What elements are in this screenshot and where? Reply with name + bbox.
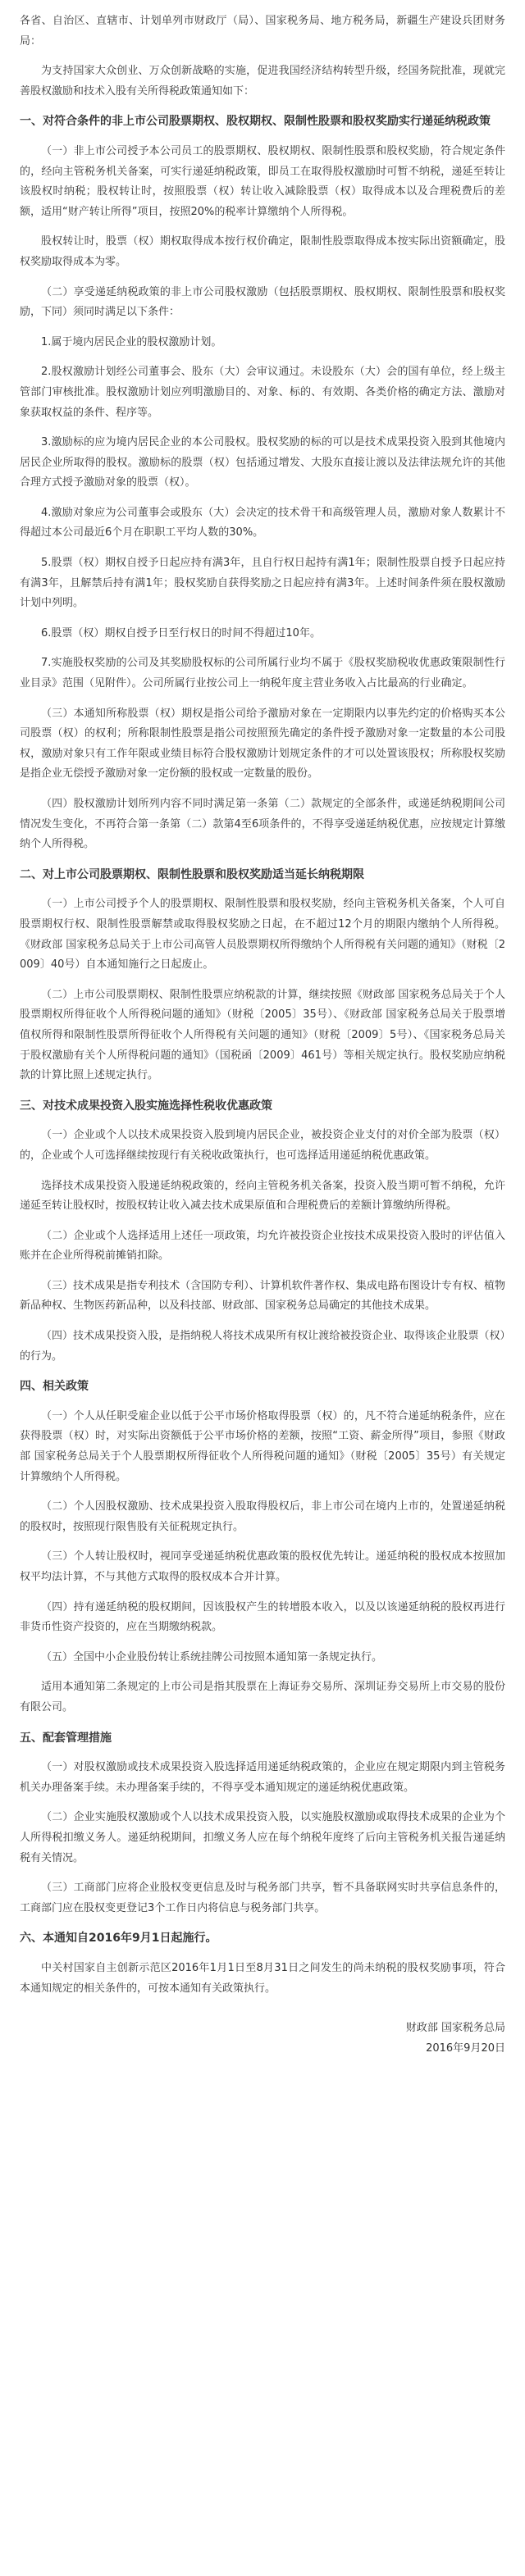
section-1-paragraph: （一）非上市公司授予本公司员工的股票期权、股权期权、限制性股票和股权奖励，符合规定条件的，经向主管税务机关备案，可实行递延纳税政策，即员工在取得股权激励时可暂不纳税，递延至转让该股权时纳税；股权转让时，按照股票（权）转让收入减除股票（权）取得成本以及合理税费后的差额，适用“财产转让所得”项目，按照20%的税率计算缴纳个人所得税。 (20, 144, 505, 218)
signature-organization: 财政部 国家税务总局 (405, 2022, 505, 2035)
section-1-paragraph: 股权转让时，股票（权）期权取得成本按行权价确定，限制性股票取得成本按实际出资额确定，股权奖励取得成本为零。 (20, 235, 505, 268)
section-2-paragraph: （二）上市公司股票期权、限制性股票应纳税款的计算，继续按照《财政部 国家税务总局关于个人股票期权所得征收个人所得税问题的通知》（财税〔2005〕35号）、《财政部 国家税务总局关于股票增值权所得和限制性股票所得征收个人所得税有关问题的通知》（财税〔2009〕5号）、《国家税务总局关于股权激励有关个人所得税问题的通知》（国税函〔2009〕461号）等相关规定执行。股权奖励应纳税款的计算比照上述规定执行。 (20, 988, 505, 1082)
condition-item: 1.属于境内居民企业的股权激励计划。 (41, 335, 222, 348)
section-4-heading: 四、相关政策 (20, 1380, 89, 1394)
condition-item: 3.激励标的应为境内居民企业的本公司股权。股权奖励的标的可以是技术成果投资入股到其他境内居民企业所取得的股权。激励标的股票（权）包括通过增发、大股东直接让渡以及法律法规允许的其他合理方式授予激励对象的股票（权）。 (20, 436, 505, 489)
condition-item: 7.实施股权奖励的公司及其奖励股权标的公司所属行业均不属于《股权奖励税收优惠政策限制性行业目录》范围（见附件）。公司所属行业按公司上一纳税年度主营业务收入占比最高的行业确定。 (20, 657, 505, 690)
section-4-paragraph: （五）全国中小企业股份转让系统挂牌公司按照本通知第一条规定执行。 (41, 1650, 383, 1663)
condition-item: 6.股票（权）期权自授予日至行权日的时间不得超过10年。 (41, 626, 321, 639)
section-3-paragraph: （三）技术成果是指专利技术（含国防专利）、计算机软件著作权、集成电路布图设计专有权、植物新品种权、生物医药新品种，以及科技部、财政部、国家税务总局确定的其他技术成果。 (20, 1279, 505, 1313)
section-6-paragraph: 中关村国家自主创新示范区2016年1月1日至8月31日之间发生的尚未纳税的股权奖励事项，符合本通知规定的相关条件的，可按本通知有关政策执行。 (20, 1961, 505, 1995)
section-1-paragraph: （二）享受递延纳税政策的非上市公司股权激励（包括股票期权、股权期权、限制性股票和股权奖励，下同）须同时满足以下条件： (20, 285, 505, 319)
section-3-paragraph: （一）企业或个人以技术成果投资入股到境内居民企业，被投资企业支付的对价全部为股票（权）的，企业或个人可选择继续按现行有关税收政策执行，也可选择适用递延纳税优惠政策。 (20, 1129, 505, 1162)
section-3-paragraph: （四）技术成果投资入股，是指纳税人将技术成果所有权让渡给被投资企业、取得该企业股票（权）的行为。 (20, 1330, 505, 1363)
section-5-paragraph: （三）工商部门应将企业股权变更信息及时与税务部门共享，暂不具备联网实时共享信息条件的，工商部门应在股权变更登记3个工作日内将信息与税务部门共享。 (20, 1882, 505, 1914)
section-3-paragraph: （二）企业或个人选择适用上述任一项政策，均允许被投资企业按技术成果投资入股时的评估值入账并在企业所得税前摊销扣除。 (20, 1229, 505, 1263)
intro-paragraph: 为支持国家大众创业、万众创新战略的实施，促进我国经济结构转型升级，经国务院批准，现就完善股权激励和技术入股有关所得税政策通知如下： (20, 65, 505, 98)
section-2-heading: 二、对上市公司股票期权、限制性股票和股权奖励适当延长纳税期限 (20, 867, 364, 881)
section-1-heading: 一、对符合条件的非上市公司股票期权、股权期权、限制性股票和股权奖励实行递延纳税政策 (20, 115, 491, 129)
condition-item: 2.股权激励计划经公司董事会、股东（大）会审议通过。未设股东（大）会的国有单位，经上级主管部门审核批准。股权激励计划应列明激励目的、对象、标的、有效期、各类价格的确定方法、激励对象获取权益的条件、程序等。 (20, 366, 505, 419)
section-3-heading: 三、对技术成果投资入股实施选择性税收优惠政策 (20, 1099, 272, 1113)
section-4-paragraph: （一）个人从任职受雇企业以低于公平市场价格取得股票（权）的，凡不符合递延纳税条件，应在获得股票（权）时，对实际出资额低于公平市场价格的差额，按照“工资、薪金所得”项目，参照《财政部 国家税务总局关于个人股票期权所得征收个人所得税问题的通知》（财税〔2005〕35号）有关规定计算缴纳个人所得税。 (20, 1409, 505, 1483)
condition-item: 4.激励对象应为公司董事会或股东（大）会决定的技术骨干和高级管理人员，激励对象人数累计不得超过本公司最近6个月在职职工平均人数的30%。 (20, 506, 505, 539)
section-5-paragraph: （二）企业实施股权激励或个人以技术成果投资入股，以实施股权激励或取得技术成果的企业为个人所得税扣缴义务人。递延纳税期间，扣缴义务人应在每个纳税年度终了后向主管税务机关报告递延纳税有关情况。 (20, 1811, 505, 1864)
section-6-heading: 六、本通知自2016年9月1日起施行。 (20, 1932, 217, 1946)
section-5-paragraph: （一）对股权激励或技术成果投资入股选择适用递延纳税政策的，企业应在规定期限内到主管税务机关办理备案手续。未办理备案手续的，不得享受本通知规定的递延纳税优惠政策。 (20, 1761, 505, 1794)
section-4-paragraph: 适用本通知第二条规定的上市公司是指其股票在上海证券交易所、深圳证券交易所上市交易的股份有限公司。 (20, 1681, 505, 1714)
section-4-paragraph: （四）持有递延纳税的股权期间，因该股权产生的转增股本收入，以及以该递延纳税的股权再进行非货币性资产投资的，应在当期缴纳税款。 (20, 1600, 505, 1634)
section-4-paragraph: （二）个人因股权激励、技术成果投资入股取得股权后，非上市公司在境内上市的，处置递延纳税的股权时，按照现行限售股有关征税规定执行。 (20, 1500, 505, 1533)
section-1-paragraph: （三）本通知所称股票（权）期权是指公司给予激励对象在一定期限内以事先约定的价格购买本公司股票（权）的权利；所称限制性股票是指公司按照预先确定的条件授予激励对象一定数量的本公司股权，激励对象只有工作年限或业绩目标符合股权激励计划规定条件的才可以处置该股权；所称股权奖励是指企业无偿授予激励对象一定份额的股权或一定数量的股份。 (20, 707, 505, 781)
section-1-paragraph: （四）股权激励计划所列内容不同时满足第一条第（二）款规定的全部条件，或递延纳税期间公司情况发生变化，不再符合第一条第（二）款第4至6项条件的，不得享受递延纳税优惠，应按规定计算缴纳个人所得税。 (20, 798, 505, 851)
section-3-paragraph: 选择技术成果投资入股递延纳税政策的，经向主管税务机关备案，投资入股当期可暂不纳税，允许递延至转让股权时，按股权转让收入减去技术成果原值和合理税费后的差额计算缴纳所得税。 (20, 1179, 505, 1213)
section-4-paragraph: （三）个人转让股权时，视同享受递延纳税优惠政策的股权优先转让。递延纳税的股权成本按照加权平均法计算，不与其他方式取得的股权成本合并计算。 (20, 1550, 505, 1583)
section-2-paragraph: （一）上市公司授予个人的股票期权、限制性股票和股权奖励，经向主管税务机关备案，个人可自股票期权行权、限制性股票解禁或取得股权奖励之日起，在不超过12个月的期限内缴纳个人所得税。《财政部 国家税务总局关于上市公司高管人员股票期权所得缴纳个人所得税有关问题的通知》（财税〔2009〕40号）自本通知施行之日起废止。 (20, 898, 505, 972)
salutation: 各省、自治区、直辖市、计划单列市财政厅（局）、国家税务局、地方税务局，新疆生产建设兵团财务局： (20, 15, 505, 48)
section-5-heading: 五、配套管理措施 (20, 1731, 112, 1745)
signature-date: 2016年9月20日 (426, 2041, 505, 2055)
condition-item: 5.股票（权）期权自授予日起应持有满3年，且自行权日起持有满1年；限制性股票自授予日起应持有满3年，且解禁后持有满1年；股权奖励自获得奖励之日起应持有满3年。上述时间条件须在股权激励计划中列明。 (20, 557, 505, 610)
